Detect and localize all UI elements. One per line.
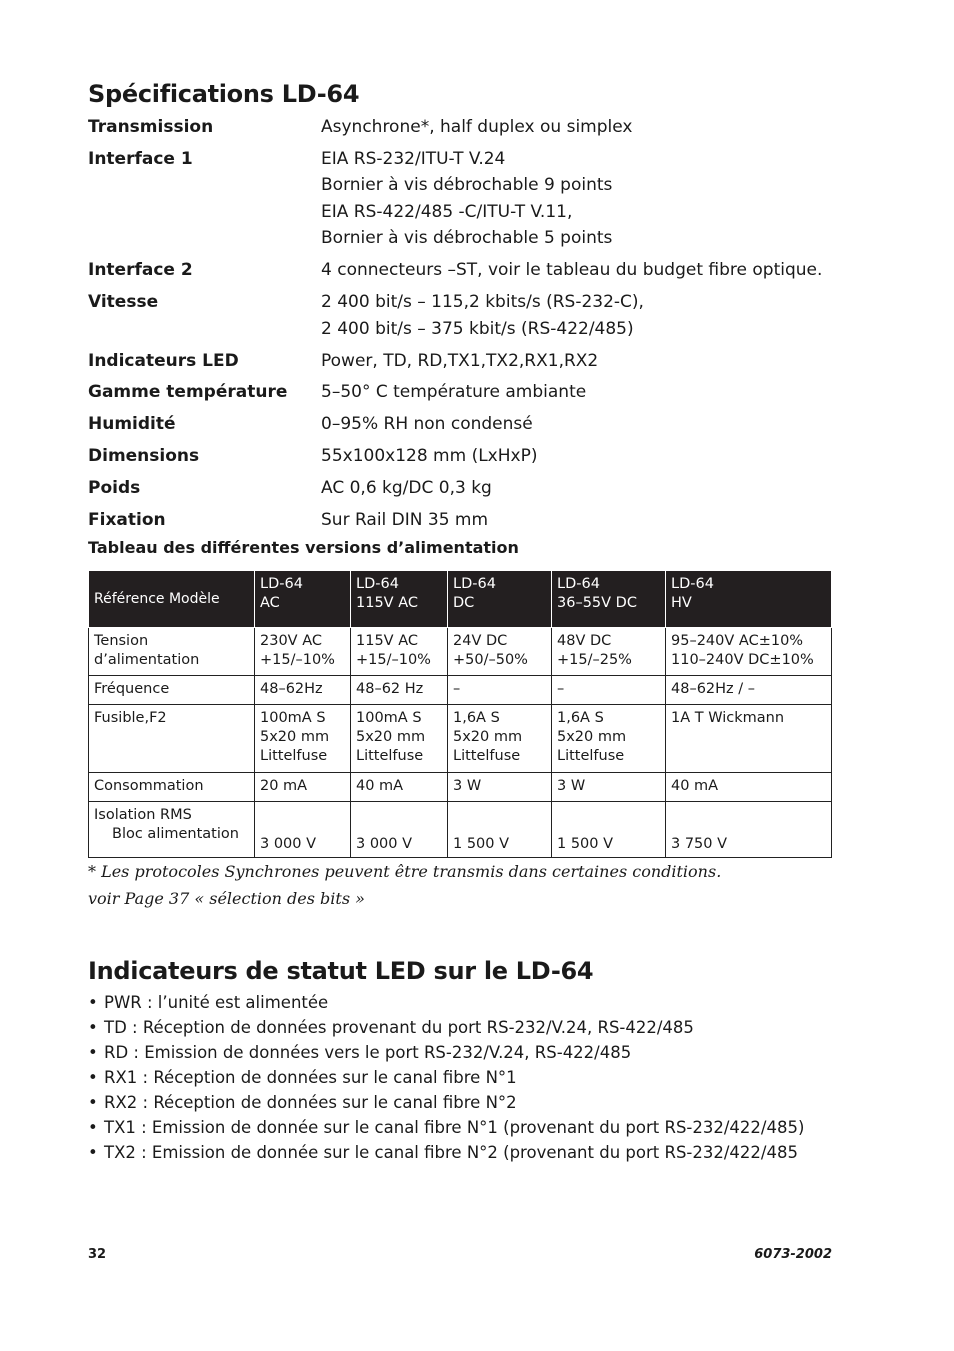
led-list-item — [88, 1015, 804, 1040]
table-cell — [255, 773, 351, 802]
bullet-icon: • — [88, 1118, 98, 1137]
spec-value — [321, 114, 632, 141]
table-cell — [552, 773, 666, 802]
table-cell — [552, 802, 666, 858]
table-cell-line: Littelfuse — [453, 748, 521, 764]
document-code: 6073-2002 — [754, 1247, 832, 1262]
table-cell — [448, 773, 552, 802]
row-label — [89, 628, 255, 676]
table-cell-line: 5x20 mm — [356, 729, 426, 745]
table-cell-line: 230V AC — [260, 633, 322, 649]
table-cell — [552, 676, 666, 705]
table-cell-line: 110–240V DC±10% — [671, 652, 814, 668]
row-label — [89, 705, 255, 773]
spec-value — [321, 411, 533, 438]
table-cell-line: +15/–10% — [356, 652, 431, 668]
table-cell-line: 3 000 V — [260, 836, 317, 852]
table-cell-line: 1,6A S — [557, 710, 604, 726]
table-cell — [666, 705, 832, 773]
spec-value-line: 4 connecteurs –ST, voir le tableau du budget fibre optique. — [321, 260, 823, 281]
spec-value-line: AC 0,6 kg/DC 0,3 kg — [321, 477, 492, 498]
spec-value — [321, 379, 586, 406]
led-item-text: PWR : l’unité est alimentée — [104, 993, 329, 1012]
row-label — [89, 676, 255, 705]
table-cell-line: 3 000 V — [356, 836, 413, 852]
spec-value-line: Bornier à vis débrochable 5 points — [321, 228, 613, 249]
table-row — [89, 773, 832, 802]
page-number: 32 — [88, 1247, 107, 1262]
led-item-text: TX2 : Emission de donnée sur le canal fibre N°2 (provenant du port RS-232/422/485 — [104, 1143, 798, 1162]
spec-value-line: 55x100x128 mm (LxHxP) — [321, 446, 538, 466]
table-cell-line: Littelfuse — [557, 748, 625, 764]
table-cell-line: 40 mA — [671, 778, 719, 794]
header-model — [351, 571, 448, 628]
specs-heading: Spécifications LD-64 — [88, 80, 360, 108]
table-cell — [666, 628, 832, 676]
spec-label: Humidité — [88, 414, 176, 435]
spec-value — [321, 475, 492, 502]
spec-label: Dimensions — [88, 446, 200, 466]
led-list-item — [88, 1065, 804, 1090]
header-model — [666, 571, 832, 628]
spec-value — [321, 257, 822, 284]
table-cell — [351, 773, 448, 802]
led-heading: Indicateurs de statut LED sur le LD-64 — [88, 957, 594, 985]
spec-label: Gamme température — [88, 382, 288, 403]
table-cell — [552, 628, 666, 676]
spec-label: Vitesse — [88, 292, 159, 313]
led-list-item — [88, 1115, 804, 1140]
header-model-line: 36–55V DC — [557, 595, 637, 611]
spec-value — [321, 507, 488, 534]
footnote-synchronous: * Les protocoles Synchrones peuvent être transmis dans certaines conditions. — [88, 862, 722, 881]
spec-value-line: Power, TD, RD,TX1,TX2,RX1,RX2 — [321, 350, 599, 371]
table-cell-line: +15/–10% — [260, 652, 335, 668]
table-cell-line: 115V AC — [356, 633, 418, 649]
table-cell-line: +50/–50% — [453, 652, 528, 668]
table-cell-line: – — [453, 681, 461, 697]
table-cell-line: 48–62 Hz — [356, 681, 424, 697]
header-model-line: AC — [260, 595, 280, 611]
header-model-reference: Référence Modèle — [89, 571, 255, 628]
table-cell-line: 1A T Wickmann — [671, 710, 785, 726]
table-cell-line: 3 W — [453, 778, 482, 794]
table-cell — [448, 802, 552, 858]
table-cell-line: 48V DC — [557, 633, 612, 649]
table-cell-line: 5x20 mm — [557, 729, 627, 745]
table-row — [89, 705, 832, 773]
table-cell-line: 3 750 V — [671, 836, 728, 852]
led-item-text: RX1 : Réception de données sur le canal fibre N°1 — [104, 1068, 517, 1087]
led-list-item — [88, 1140, 804, 1165]
row-label — [89, 802, 255, 858]
spec-label: Indicateurs LED — [88, 350, 239, 371]
led-list-item — [88, 1040, 804, 1065]
bullet-icon: • — [88, 1018, 98, 1037]
table-cell-line: 3 W — [557, 778, 586, 794]
table-title: Tableau des différentes versions d’alimentation — [88, 538, 519, 557]
spec-value-line: EIA RS-422/485 -C/ITU-T V.11, — [321, 201, 573, 222]
led-list-item — [88, 1090, 804, 1115]
table-body — [89, 628, 832, 858]
table-cell — [255, 802, 351, 858]
spec-value-line: 2 400 bit/s – 115,2 kbits/s (RS-232-C), — [321, 292, 644, 313]
table-cell — [351, 628, 448, 676]
led-item-text: RX2 : Réception de données sur le canal fibre N°2 — [104, 1093, 517, 1112]
spec-label: Poids — [88, 477, 141, 498]
row-label — [89, 773, 255, 802]
table-cell-line: Littelfuse — [260, 748, 328, 764]
row-label-line: Bloc alimentation — [112, 826, 239, 842]
spec-value-line: 0–95% RH non condensé — [321, 414, 533, 435]
bullet-icon: • — [88, 1068, 98, 1087]
table-cell — [448, 705, 552, 773]
spec-value-line: 5–50° C température ambiante — [321, 382, 587, 403]
footnote-page-ref: voir Page 37 « sélection des bits » — [88, 889, 365, 908]
header-model-line: LD-64 — [557, 576, 600, 592]
header-model — [255, 571, 351, 628]
table-cell — [255, 676, 351, 705]
spec-value — [321, 443, 537, 470]
led-item-text: TX1 : Emission de donnée sur le canal fibre N°1 (provenant du port RS-232/422/485) — [104, 1118, 805, 1137]
spec-value — [321, 289, 644, 342]
spec-value — [321, 146, 612, 252]
bullet-icon: • — [88, 1043, 98, 1062]
table-cell-line: 100mA S — [260, 710, 326, 726]
table-cell — [255, 628, 351, 676]
table-cell — [351, 802, 448, 858]
table-cell-line: 1,6A S — [453, 710, 500, 726]
table-cell-line: 48–62Hz — [260, 681, 323, 697]
table-cell-line: Littelfuse — [356, 748, 424, 764]
spec-value-line: Asynchrone*, half duplex ou simplex — [321, 117, 633, 137]
table-cell-line: 5x20 mm — [453, 729, 523, 745]
led-item-text: TD : Réception de données provenant du port RS-232/V.24, RS-422/485 — [104, 1018, 694, 1037]
header-model-line: 115V AC — [356, 595, 418, 611]
bullet-icon: • — [88, 1093, 98, 1112]
row-label-line: Consommation — [94, 778, 204, 794]
bullet-icon: • — [88, 993, 98, 1012]
bullet-icon: • — [88, 1143, 98, 1162]
table-cell — [448, 628, 552, 676]
row-label-line: Tension d’alimentation — [94, 633, 200, 668]
spec-value — [321, 348, 598, 375]
table-cell — [351, 676, 448, 705]
header-model-line: LD-64 — [260, 576, 303, 592]
table-cell — [666, 773, 832, 802]
table-cell-line: 5x20 mm — [260, 729, 330, 745]
table-cell-line: +15/–25% — [557, 652, 632, 668]
spec-label: Interface 1 — [88, 148, 193, 169]
table-cell — [351, 705, 448, 773]
table-row — [89, 802, 832, 858]
header-model — [448, 571, 552, 628]
spec-value-line: Sur Rail DIN 35 mm — [321, 509, 489, 530]
table-row — [89, 628, 832, 676]
spec-label: Fixation — [88, 509, 166, 530]
table-cell-line: 48–62Hz / – — [671, 681, 756, 697]
row-label-line: Fréquence — [94, 681, 170, 697]
table-cell-line: 100mA S — [356, 710, 422, 726]
header-model — [552, 571, 666, 628]
table-cell — [552, 705, 666, 773]
table-cell-line: 95–240V AC±10% — [671, 633, 804, 649]
led-item-text: RD : Emission de données vers le port RS-232/V.24, RS-422/485 — [104, 1043, 632, 1062]
table-cell-line: – — [557, 681, 565, 697]
spec-value-line: EIA RS-232/ITU-T V.24 — [321, 148, 506, 169]
table-cell — [666, 802, 832, 858]
row-label-line: Fusible,F2 — [94, 710, 167, 726]
header-model-line: LD-64 — [671, 576, 714, 592]
row-label-line: Isolation RMS — [94, 807, 192, 823]
led-list — [88, 990, 804, 1165]
table-cell-line: 24V DC — [453, 633, 508, 649]
table-cell-line: 40 mA — [356, 778, 404, 794]
table-cell-line: 20 mA — [260, 778, 308, 794]
header-model-line: DC — [453, 595, 475, 611]
table-cell — [255, 705, 351, 773]
led-list-item — [88, 990, 804, 1015]
header-model-line: HV — [671, 595, 692, 611]
table-cell — [448, 676, 552, 705]
header-model-line: LD-64 — [453, 576, 496, 592]
spec-label: Interface 2 — [88, 260, 193, 281]
spec-label: Transmission — [88, 117, 214, 137]
table-cell-line: 1 500 V — [453, 836, 510, 852]
spec-value-line: 2 400 bit/s – 375 kbit/s (RS-422/485) — [321, 318, 634, 339]
header-model-line: LD-64 — [356, 576, 399, 592]
table-cell — [666, 676, 832, 705]
spec-value-line: Bornier à vis débrochable 9 points — [321, 175, 613, 196]
power-versions-table — [88, 570, 832, 858]
table-cell-line: 1 500 V — [557, 836, 614, 852]
table-header-row — [89, 571, 832, 628]
table-row — [89, 676, 832, 705]
